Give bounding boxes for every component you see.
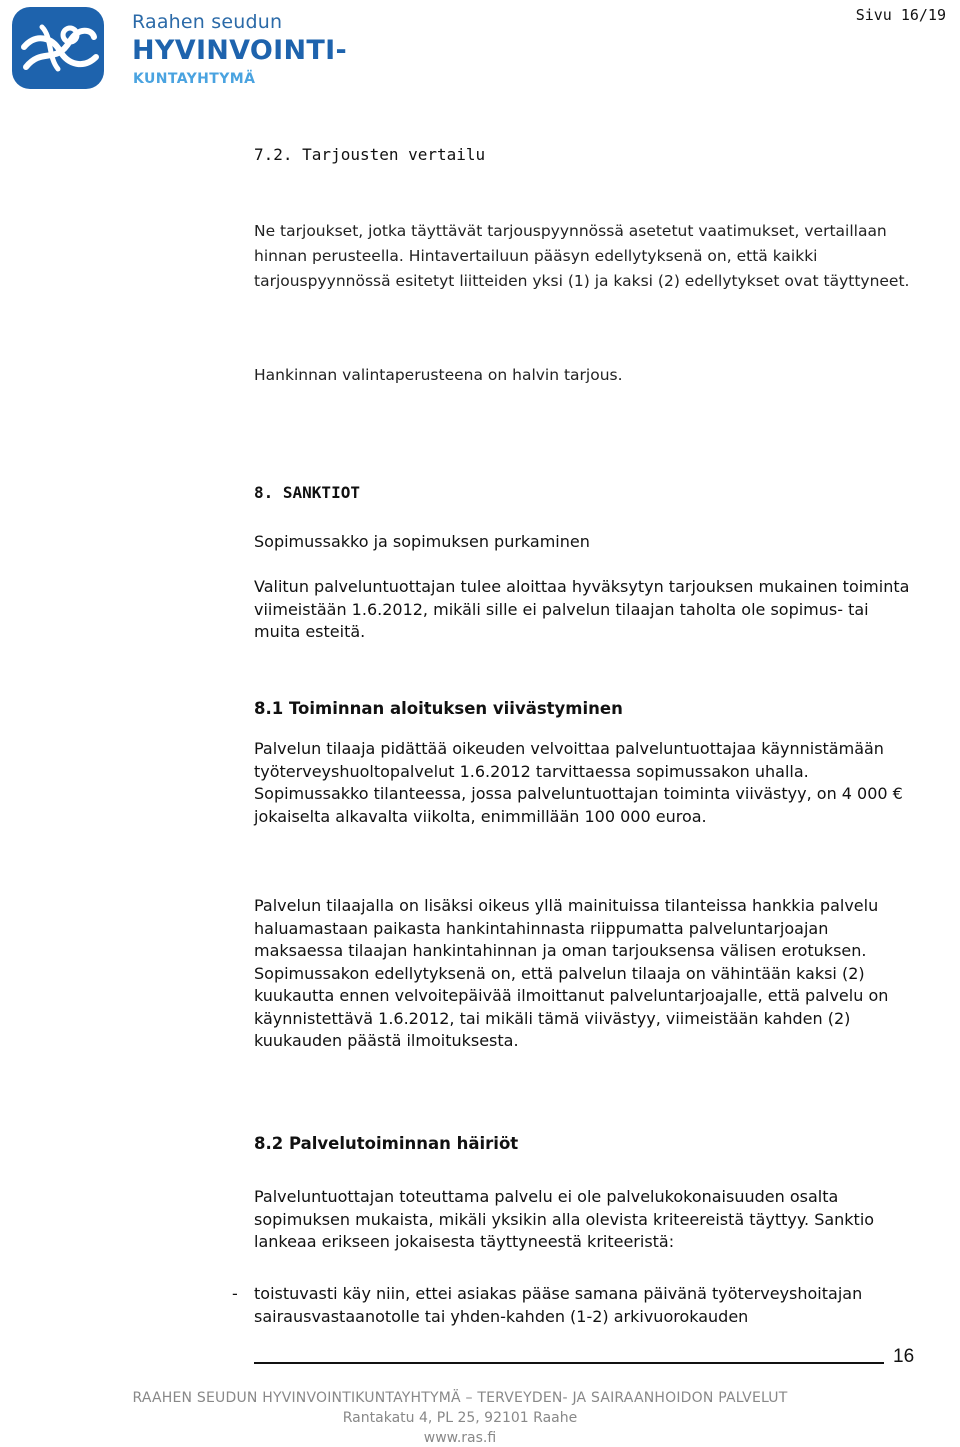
section-8-2-paragraph: Palveluntuottajan toteuttama palvelu ei ole palvelukokonaisuuden osalta sopimuksen mukaista, mikäli yksikin alla olevista kriteereistä täyttyy. Sanktio lankeaa erikseen jokaisesta täyttyneestä kriteeristä: (254, 1187, 875, 1251)
footer-address: Rantakatu 4, PL 25, 92101 Raahe (342, 1410, 578, 1426)
footer-page-number: 16 (893, 1346, 915, 1367)
logo-text-line3: KUNTAYHTYMÄ (133, 71, 256, 87)
logo-text-line1: Raahen seudun (132, 11, 283, 33)
section-8-1-heading: 8.1 Toiminnan aloituksen viivästyminen (254, 699, 623, 718)
section-8-2-heading: 8.2 Palvelutoiminnan häiriöt (254, 1134, 519, 1153)
footer-organization: RAAHEN SEUDUN HYVINVOINTIKUNTAYHTYMÄ – TERVEYDEN- JA SAIRAANHOIDON PALVELUT (132, 1390, 788, 1406)
knot-logo-icon (12, 7, 104, 89)
section-7-2-heading: 7.2. Tarjousten vertailu (254, 145, 486, 164)
section-8-1-paragraph-1: Palvelun tilaaja pidättää oikeuden velvoittaa palveluntuottajaa käynnistämään työterveyshuoltopalvelut 1.6.2012 tarvittaessa sopimussakon uhalla. Sopimussakko tilanteessa, jossa palveluntuottajan toiminta viivästyy, on 4 000 € jokaiselta alkavalta viikolta, enimmillään 100 000 euroa. (254, 739, 903, 826)
selection-criterion: Hankinnan valintaperusteena on halvin tarjous. (254, 366, 623, 384)
footer-website[interactable]: www.ras.fi (423, 1430, 497, 1446)
page-indicator: Sivu 16/19 (855, 6, 946, 24)
footer-divider (254, 1362, 884, 1364)
section-8-paragraph: Valitun palveluntuottajan tulee aloittaa hyväksytyn tarjouksen mukainen toiminta viimeistään 1.6.2012, mikäli sille ei palvelun tilaajan taholta ole sopimus- tai muita esteitä. (254, 577, 910, 641)
section-8-heading: 8. SANKTIOT (254, 483, 360, 502)
section-7-2-paragraph: Ne tarjoukset, jotka täyttävät tarjouspyynnössä asetetut vaatimukset, vertaillaan hinnan perusteella. Hintavertailuun pääsyn edellytyksenä on, että kaikki tarjouspyynnössä esitetyt liitteiden yksi (1) ja kaksi (2) edellytykset ovat täyttyneet. (254, 222, 910, 290)
section-8-1-paragraph-2: Palvelun tilaajalla on lisäksi oikeus yllä mainituissa tilanteissa hankkia palvelu haluamastaan paikasta hankintahinnasta riippumatta palveluntarjoajan maksaessa tilaajan hankintahinnan ja oman tarjouksensa välisen erotuksen. Sopimussakon edellytyksenä on, että palvelun tilaaja on vähintään kaksi (2) kuukautta ennen velvoitepäivää ilmoittanut palveluntarjoajalle, että palvelu on käynnistettävä 1.6.2012, tai mikäli tämä viivästyy, viimeistään kahden (2) kuukauden päästä ilmoituksesta. (254, 896, 889, 1050)
section-8-subheading: Sopimussakko ja sopimuksen purkaminen (254, 532, 590, 551)
organization-logo (12, 7, 347, 89)
bullet-text: toistuvasti käy niin, ettei asiakas pääse samana päivänä työterveyshoitajan sairausvastaanotolle tai yhden-kahden (1-2) arkivuorokauden (254, 1284, 863, 1326)
logo-text-line2: HYVINVOINTI- (132, 35, 347, 66)
bullet-marker: - (232, 1284, 238, 1303)
